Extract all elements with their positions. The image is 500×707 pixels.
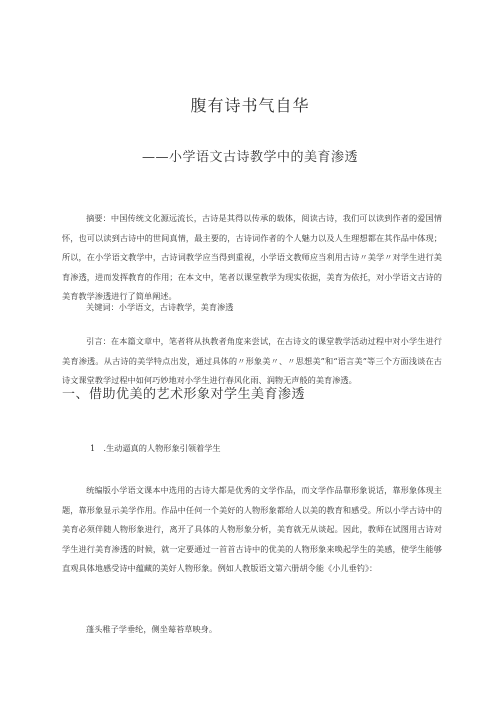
intro-text: 引言：在本篇文章中，笔者将从执教者角度来尝试，在古诗文的课堂教学活动过程中对小学生进行美育渗透。从古诗的美学特点出发，通过具体的〃形象美〃、〃思想美”和“语言美”等三个方面浅谈在古诗文课堂教学过程中如何巧妙地对小学生进行春风化雨、润物无声般的美育渗透。	[62, 336, 442, 385]
keywords-line: 关键词：小学语文，古诗教学，美育渗透	[86, 302, 234, 312]
intro-paragraph	[62, 332, 442, 391]
poem-line: 蓬头稚子学垂纶，侧坐莓苔草映身。	[86, 624, 218, 634]
abstract-text: 摘要：中国传统文化源远流长，古诗是其得以传承的载体，阅读古诗，我们可以读到作者的爱国情怀，也可以读到古诗中的世间真情，最主要的，古诗词作者的个人魅力以及人生理想都在其作品中体现；所以，在小学语文教学中，古诗词教学应当得到重视，小学语文教师应当利用古诗〃美学〃对学生进行美育渗透，进而发挥教育的作用；在本文中，笔者以课堂教学为现实依据，美育为依托，对小学语文古诗的美育教学渗透进行了简单阐述。	[62, 213, 442, 301]
subsection-heading-1: 1 .生动逼真的人物形象引领着学生	[90, 443, 221, 453]
abstract-paragraph	[62, 209, 442, 307]
section-heading-1: 一、借助优美的艺术形象对学生美育渗透	[62, 387, 306, 402]
body-paragraph-1	[62, 481, 442, 579]
document-title: 腹有诗书气自华	[190, 96, 310, 115]
body-text-1: 统编版小学语文课本中选用的古诗大都是优秀的文学作品，而文学作品靠形象说话，靠形象体现主题，靠形象显示美学作用。作品中任何一个美好的人物形象都给人以美的教育和感受。所以小学古诗中的美育必须伴随人物形象进行，离开了具体的人物形象分析，美育就无从谈起。因此，教师在试图用古诗对学生进行美育渗透的时候，就一定要通过一首首古诗中的优美的人物形象来唤起学生的美感，使学生能够直观具体地感受诗中蕴藏的美好人物形象。例如人教版语文第六册胡令能《小儿垂钓》：	[62, 485, 442, 573]
document-subtitle: ——小学语文古诗教学中的美育渗透	[141, 150, 358, 165]
